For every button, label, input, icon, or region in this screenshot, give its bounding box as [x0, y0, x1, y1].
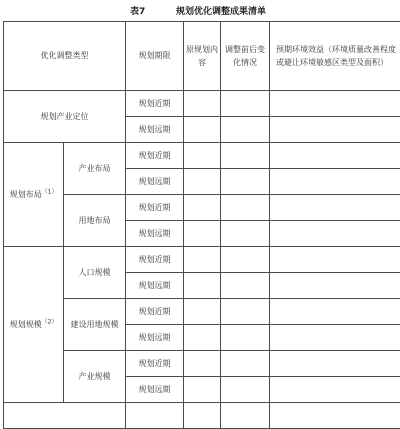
cell-original[interactable] [184, 351, 221, 377]
cell-original[interactable] [184, 377, 221, 403]
period-near: 规划近期 [126, 91, 184, 117]
header-original: 原规划内容 [184, 22, 221, 91]
table-row-cut-off [4, 403, 400, 429]
cell-effect[interactable] [270, 273, 400, 299]
row-layout [4, 143, 64, 247]
cell-effect[interactable] [270, 91, 400, 117]
cell-effect[interactable] [270, 351, 400, 377]
table-number: 表7 [130, 4, 145, 17]
table-row [4, 247, 400, 273]
cell-change[interactable] [221, 377, 270, 403]
cell-change[interactable] [221, 299, 270, 325]
cell-original[interactable] [184, 299, 221, 325]
cell-effect[interactable] [270, 221, 400, 247]
cell-change[interactable] [221, 117, 270, 143]
row-layout-note: （1） [42, 188, 58, 195]
period-far: 规划远期 [126, 117, 184, 143]
cell-change[interactable] [221, 169, 270, 195]
cell-change[interactable] [221, 195, 270, 221]
period-far: 规划远期 [126, 221, 184, 247]
row-industry-scale: 产业规模 [64, 351, 126, 403]
cell-original[interactable] [184, 221, 221, 247]
cell-original[interactable] [184, 195, 221, 221]
table-caption [0, 4, 400, 18]
period-near: 规划近期 [126, 351, 184, 377]
cell-change[interactable] [221, 221, 270, 247]
table-title: 规划优化调整成果清单 [176, 4, 266, 17]
period-far: 规划远期 [126, 325, 184, 351]
row-scale-label: 规划规模 [10, 320, 42, 329]
header-row [4, 22, 400, 91]
adjustment-results-table [3, 21, 400, 429]
row-industry-positioning: 规划产业定位 [4, 91, 126, 143]
header-type: 优化调整类型 [4, 22, 126, 91]
cell-change[interactable] [221, 91, 270, 117]
cell-original[interactable] [184, 247, 221, 273]
row-layout-label: 规划布局 [10, 190, 42, 199]
period-far: 规划远期 [126, 273, 184, 299]
row-industry-layout: 产业布局 [64, 143, 126, 195]
table-row [4, 299, 400, 325]
cell-original[interactable] [184, 169, 221, 195]
table-row [4, 195, 400, 221]
period-near: 规划近期 [126, 247, 184, 273]
cell-cut-off [184, 403, 221, 429]
cell-change[interactable] [221, 325, 270, 351]
cell-cut-off [126, 403, 184, 429]
cell-effect[interactable] [270, 143, 400, 169]
row-scale-note: （2） [42, 318, 58, 325]
cell-effect[interactable] [270, 169, 400, 195]
cell-effect[interactable] [270, 117, 400, 143]
row-construction-land-scale: 建设用地规模 [64, 299, 126, 351]
period-near: 规划近期 [126, 143, 184, 169]
cell-effect[interactable] [270, 299, 400, 325]
table-row [4, 143, 400, 169]
cell-original[interactable] [184, 91, 221, 117]
cell-original[interactable] [184, 143, 221, 169]
cell-cut-off [4, 403, 126, 429]
cell-cut-off [221, 403, 270, 429]
period-near: 规划近期 [126, 195, 184, 221]
table-row [4, 91, 400, 117]
row-land-layout: 用地布局 [64, 195, 126, 247]
cell-original[interactable] [184, 325, 221, 351]
cell-cut-off [270, 403, 400, 429]
cell-effect[interactable] [270, 325, 400, 351]
cell-change[interactable] [221, 143, 270, 169]
cell-original[interactable] [184, 273, 221, 299]
period-far: 规划远期 [126, 169, 184, 195]
cell-change[interactable] [221, 351, 270, 377]
header-change: 调整前后变化情况 [221, 22, 270, 91]
period-near: 规划近期 [126, 299, 184, 325]
cell-effect[interactable] [270, 377, 400, 403]
cell-original[interactable] [184, 117, 221, 143]
cell-change[interactable] [221, 247, 270, 273]
row-scale [4, 247, 64, 403]
table-row [4, 351, 400, 377]
header-period: 规划期限 [126, 22, 184, 91]
header-effect: 预期环境效益（环境质量改善程度或避让环境敏感区类型及面积） [270, 22, 400, 91]
cell-effect[interactable] [270, 195, 400, 221]
cell-effect[interactable] [270, 247, 400, 273]
period-far: 规划远期 [126, 377, 184, 403]
cell-change[interactable] [221, 273, 270, 299]
row-population-scale: 人口规模 [64, 247, 126, 299]
